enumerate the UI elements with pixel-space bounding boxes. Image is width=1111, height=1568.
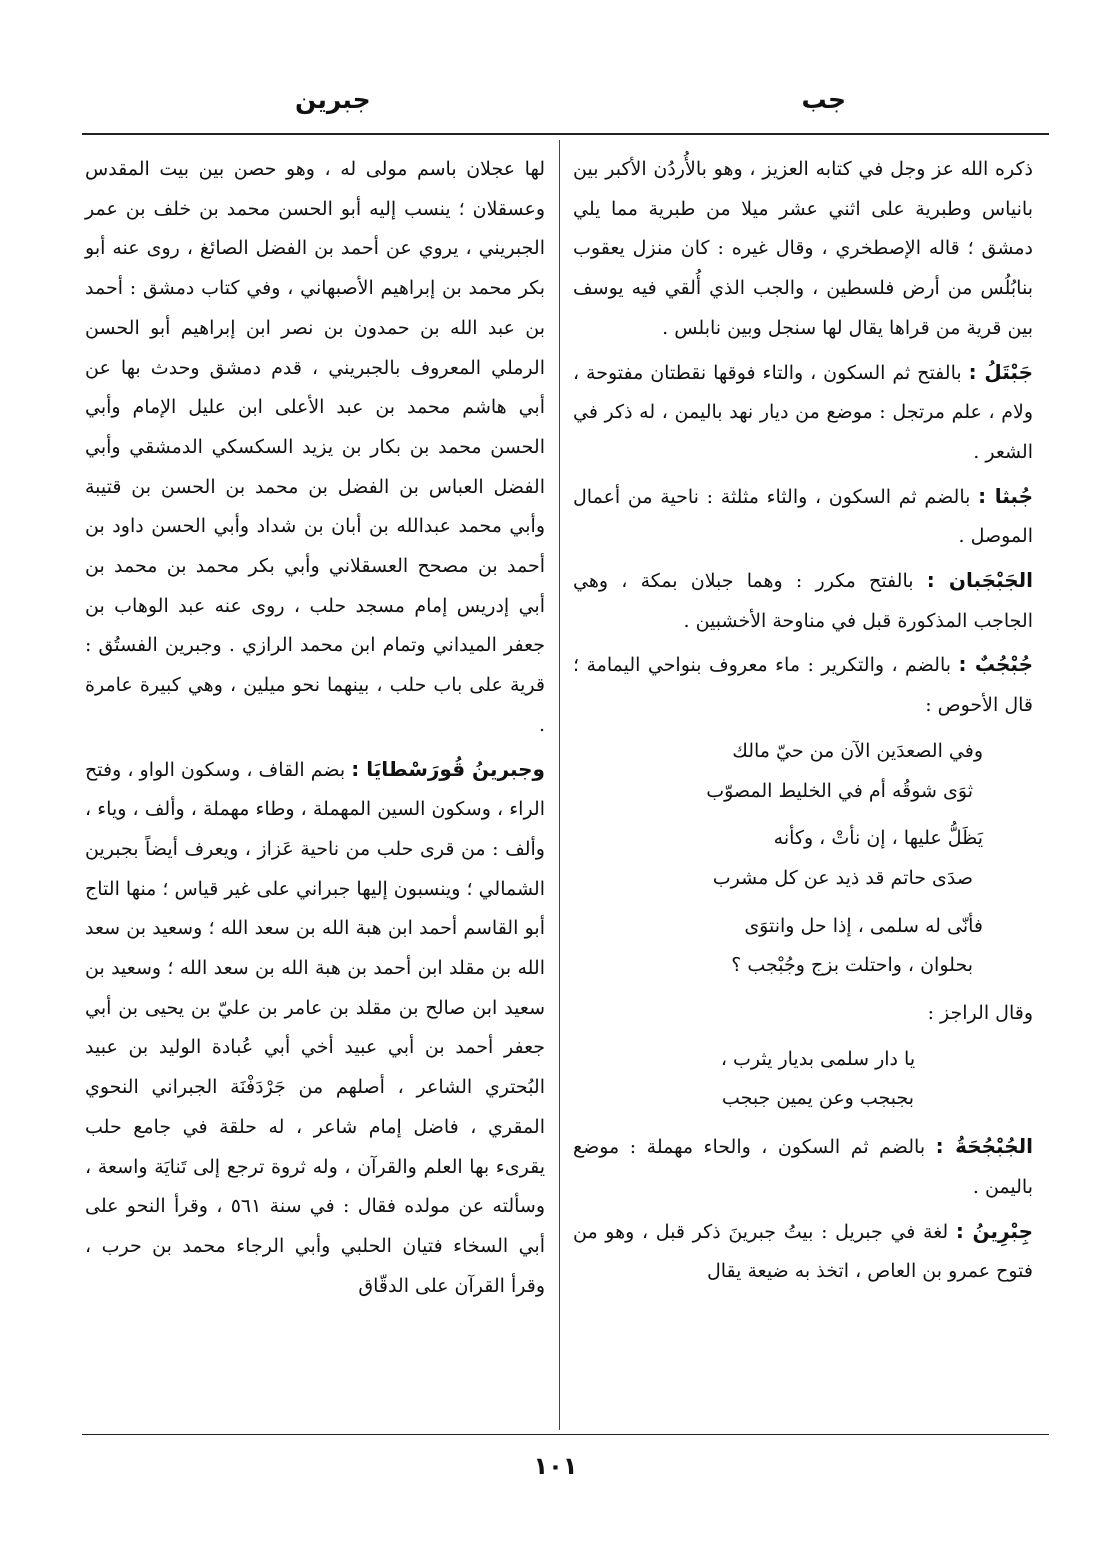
running-head-left: جبرين: [295, 85, 371, 114]
rajaz-line: يا دار سلمى بديار يثرب ،: [720, 1047, 916, 1070]
rajaz-intro: وقال الراجز :: [927, 1002, 1033, 1025]
headword: جُبْجُبٌ :: [958, 652, 1034, 677]
entry-continuation: لها عجلان باسم مولى له ، وهو حصن بين بيت المقدس وعسقلان ؛ ينسب إليه أبو الحسن محمد بن خلف بن عمر الجبريني ، يروي عن أحمد بن الفضل الصائغ ، روى عنه أبو بكر محمد بن إبراهيم الأصبهاني ، وفي كتاب دمشق : أحمد بن عبد الله بن حمدون بن نصر ابن إبراهيم أبو الحسن الرملي المعروف بالجبريني ، قدم دمشق وحدث بها عن أبي هاشم محمد بن عبد الأعلى ابن عليل الإمام وأبي الحسن محمد بن بكار بن يزيد السكسكي الدمشقي وأبي الفضل العباس بن الفضل بن محمد بن الحسن بن قتيبة وأبي محمد عبدالله بن أبان بن شداد وأبي الحسن داود بن أحمد بن مصحح العسقلاني وأبي بكر محمد بن محمد بن أبي إدريس إمام مسجد حلب ، روى عنه عبد الوهاب بن جعفر الميداني وتمام ابن محمد الرازي . وجبرين الفستُق : قرية على باب حلب ، بينهما نحو ميلين ، وهي كبيرة عامرة .: [85, 158, 545, 736]
entry-jibrin: [573, 1212, 1033, 1292]
headword: جُبثا :: [978, 483, 1033, 508]
entry-text: بالفتح مكرر : وهما جبلان بمكة ، وهي الجاجب المذكورة قبل في مناوحة الأخشبين .: [573, 570, 1033, 632]
entry-jabtal: [573, 353, 1033, 473]
entry-text: لغة في جبريل : بيتُ جبرينَ ذكر قبل ، وهو من فتوح عمرو بن العاص ، اتخذ به ضيعة يقال: [573, 1220, 1033, 1283]
poem-verse: بحلوان ، واحتلت بزج وجُبْجب ؟: [731, 954, 973, 977]
entry-jabjaban: [573, 561, 1033, 641]
headword: الجُبْجُحَةُ :: [935, 1134, 1033, 1159]
entry-jibrin-qursataya: [85, 750, 545, 1307]
poem-verse: ثوَى شوقُه أم في الخليط المصوّب: [706, 779, 973, 802]
footer-rule: [82, 1434, 1049, 1435]
poem-verse: وفي الصعدَين الآن من حيّ مالك: [732, 739, 983, 762]
entry-jubtha: [573, 477, 1033, 557]
rajaz-verses: [573, 1040, 1033, 1119]
entry-text: بضم القاف ، وسكون الواو ، وفتح الراء ، وسكون السين المهملة ، وطاء مهملة ، وألف ، وياء ، وألف : من قرى حلب من ناحية عَزاز ، ويعرف أيضاً بجبرين الشمالي ؛ وينسبون إليها جبراني على غير قياس ؛ منها التاج أبو القاسم أحمد ابن هبة الله بن سعد الله ؛ وسعيد بن سعد الله بن مقلد ابن أحمد بن هبة الله بن سعد الله ؛ وسعيد بن سعيد ابن صالح بن مقلد بن عامر بن عليّ بن يحيى بن أبي جعفر أحمد بن أبي عبيد أخي أبي عُبادة الوليد بن عبيد البُحتري الشاعر ، أصلهم من جَرْدَفْنَة الجبراني النحوي المقري ، فاضل إمام شاعر ، له حلقة في جامع حلب يقرىء بها العلم والقرآن ، وله ثروة ترجع إلى تَنايَة واسعة ، وسألته عن مولده فقال : في سنة ٥٦١ ، وقرأ النحو على أبي السخاء فتيان الحلبي وأبي الرجاء محمد بن حرب ، وقرأ القرآن على الدقّاق: [85, 758, 546, 1297]
entry-intro-text: ذكره الله عز وجل في كتابه العزيز ، وهو بالأُردُن الأكبر بين بانياس وطبرية على اثني عشر ميلا من طبرية مما يلي دمشق ؛ قاله الإصطخري ، وقال غيره : كان منزل يعقوب بنابُلُس من أرض فلسطين ، والجب الذي أُلقي فيه يوسف بين قرية من قراها يقال لها سنجل وبين نابلس .: [573, 158, 1033, 339]
entry-jubjub: [573, 645, 1033, 725]
poem-verse: فأنّى له سلمى ، إذا حل وانتوَى: [744, 914, 983, 937]
entry-text: بالضم ثم السكون ، والحاء مهملة : موضع باليمن .: [573, 1136, 1033, 1198]
page-number: ١٠١: [533, 1452, 578, 1480]
headword: الجَبْجَبان :: [926, 568, 1033, 593]
running-head-right: جب: [801, 85, 846, 114]
poem-verse: يَظَلُّ عليها ، إن نأتْ ، وكأنه: [773, 827, 983, 850]
entry-text: بالضم ثم السكون ، والثاء مثلثة : ناحية من أعمال الموصل .: [573, 485, 1033, 548]
headword: جَبْتَلُ :: [968, 359, 1033, 384]
poem-al-ahwas: [573, 732, 1033, 986]
right-column: [573, 150, 1033, 1296]
headword: جِبْرِينُ :: [955, 1218, 1033, 1243]
entry-text: بالضم ، والتكرير : ماء معروف بنواحي اليمامة ؛ قال الأحوص :: [573, 654, 1033, 717]
left-column: [85, 150, 545, 1310]
rajaz-line: بجبجب وعن يمين جبجب: [721, 1087, 915, 1110]
entry-jubjuha: [573, 1127, 1033, 1207]
poem-verse: صدَى حاتم قد ذيد عن كل مشرب: [712, 866, 973, 889]
headword: وجبرينُ قُورَسْطايَا :: [351, 756, 545, 781]
column-divider: [559, 140, 560, 1430]
entry-text: بالفتح ثم السكون ، والتاء فوقها نقطتان مفتوحة ، ولام ، علم مرتجل : موضع من ديار نهد باليمن ، له ذكر في الشعر .: [573, 361, 1033, 463]
header-rule: [82, 133, 1049, 135]
